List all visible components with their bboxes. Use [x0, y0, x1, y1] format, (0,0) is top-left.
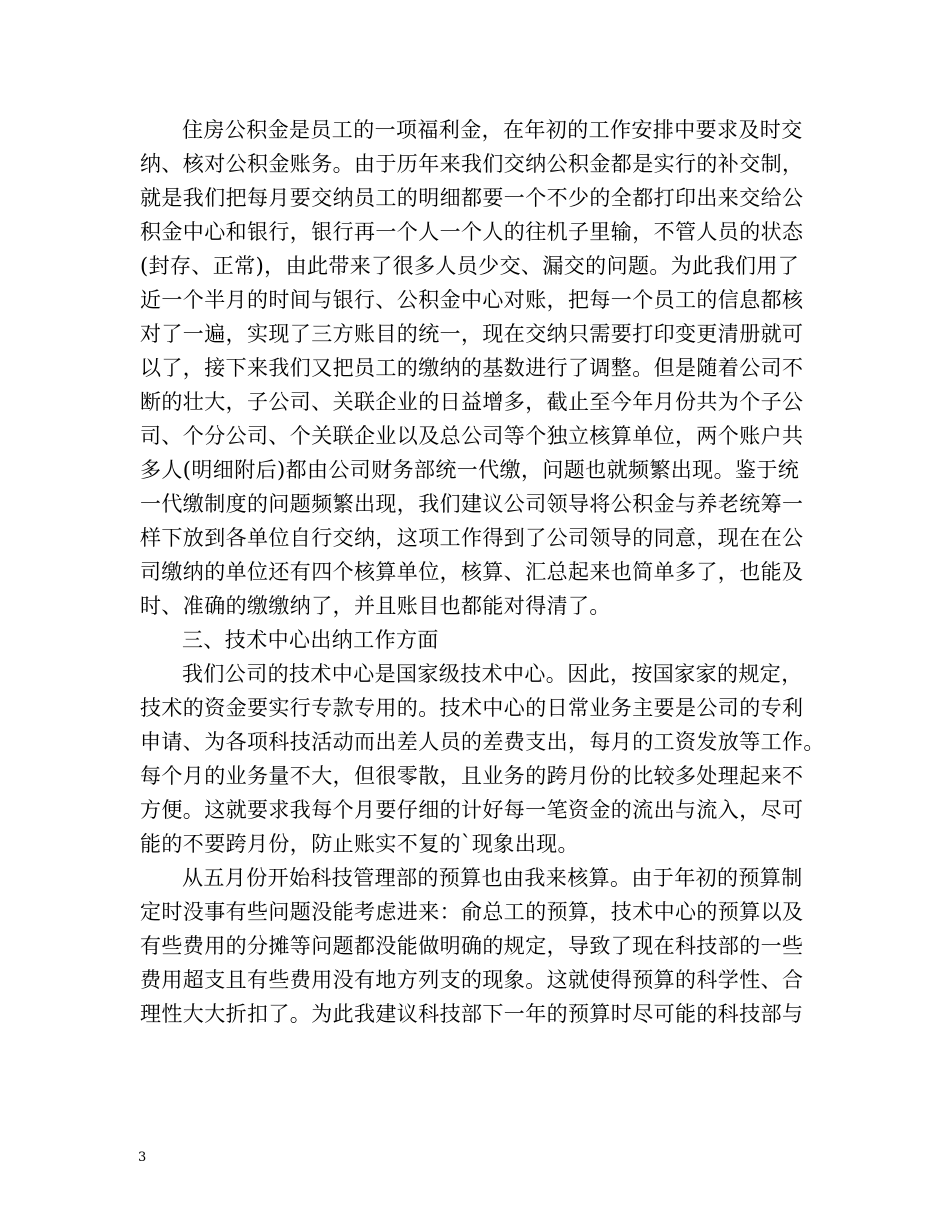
paragraph-1-line-3: 就是我们把每月要交纳员工的明细都要一个不少的全都打印出来交给公 [140, 186, 804, 210]
paragraph-2-line-3: 申请、为各项科技活动而出差人员的差费支出，每月的工资发放等工作。 [140, 730, 825, 754]
paragraph-3-line-2: 定时没事有些问题没能考虑进来：俞总工的预算，技术中心的预算以及 [140, 900, 804, 924]
paragraph-1-line-1: 住房公积金是员工的一项福利金，在年初的工作安排中要求及时交 [182, 118, 803, 142]
section-heading: 三、技术中心出纳工作方面 [182, 628, 439, 652]
paragraph-1-line-4: 积金中心和银行，银行再一个人一个人的往机子里输，不管人员的状态 [140, 220, 804, 244]
paragraph-1-line-13: 样下放到各单位自行交纳，这项工作得到了公司领导的同意，现在在公 [140, 526, 804, 550]
paragraph-1-line-10: 司、个分公司、个关联企业以及总公司等个独立核算单位，两个账户共 [140, 424, 804, 448]
paragraph-1-line-5: (封存、正常)，由此带来了很多人员少交、漏交的问题。为此我们用了 [140, 254, 800, 278]
paragraph-1-line-14: 司缴纳的单位还有四个核算单位，核算、汇总起来也简单多了，也能及 [140, 560, 804, 584]
paragraph-2-line-2: 技术的资金要实行专款专用的。技术中心的日常业务主要是公司的专利 [140, 696, 804, 720]
paragraph-3-line-3: 有些费用的分摊等问题都没能做明确的规定，导致了现在科技部的一些 [140, 934, 804, 958]
page-number: 3 [138, 1150, 147, 1165]
paragraph-1-line-11: 多人(明细附后)都由公司财务部统一代缴，问题也就频繁出现。鉴于统 [140, 458, 800, 482]
paragraph-1-line-9: 断的壮大，子公司、关联企业的日益增多，截止至今年月份共为个子公 [140, 390, 804, 414]
paragraph-1-line-6: 近一个半月的时间与银行、公积金中心对账，把每一个员工的信息都核 [140, 288, 804, 312]
paragraph-3-line-5: 理性大大折扣了。为此我建议科技部下一年的预算时尽可能的科技部与 [140, 1002, 804, 1026]
paragraph-1-line-12: 一代缴制度的问题频繁出现，我们建议公司领导将公积金与养老统筹一 [140, 492, 804, 516]
paragraph-3-line-4: 费用超支且有些费用没有地方列支的现象。这就使得预算的科学性、合 [140, 968, 804, 992]
paragraph-2-line-4: 每个月的业务量不大，但很零散，且业务的跨月份的比较多处理起来不 [140, 764, 804, 788]
paragraph-1-line-8: 以了，接下来我们又把员工的缴纳的基数进行了调整。但是随着公司不 [140, 356, 804, 380]
paragraph-2-line-1: 我们公司的技术中心是国家级技术中心。因此，按国家家的规定， [182, 662, 803, 686]
paragraph-3-line-1: 从五月份开始科技管理部的预算也由我来核算。由于年初的预算制 [182, 866, 803, 890]
paragraph-1-line-15: 时、准确的缴缴纳了，并且账目也都能对得清了。 [140, 594, 611, 618]
paragraph-1-line-7: 对了一遍，实现了三方账目的统一，现在交纳只需要打印变更清册就可 [140, 322, 804, 346]
paragraph-2-line-6: 能的不要跨月份，防止账实不复的`现象出现。 [140, 832, 579, 856]
paragraph-1-line-2: 纳、核对公积金账务。由于历年来我们交纳公积金都是实行的补交制， [140, 152, 804, 176]
paragraph-2-line-5: 方便。这就要求我每个月要仔细的计好每一笔资金的流出与流入，尽可 [140, 798, 804, 822]
